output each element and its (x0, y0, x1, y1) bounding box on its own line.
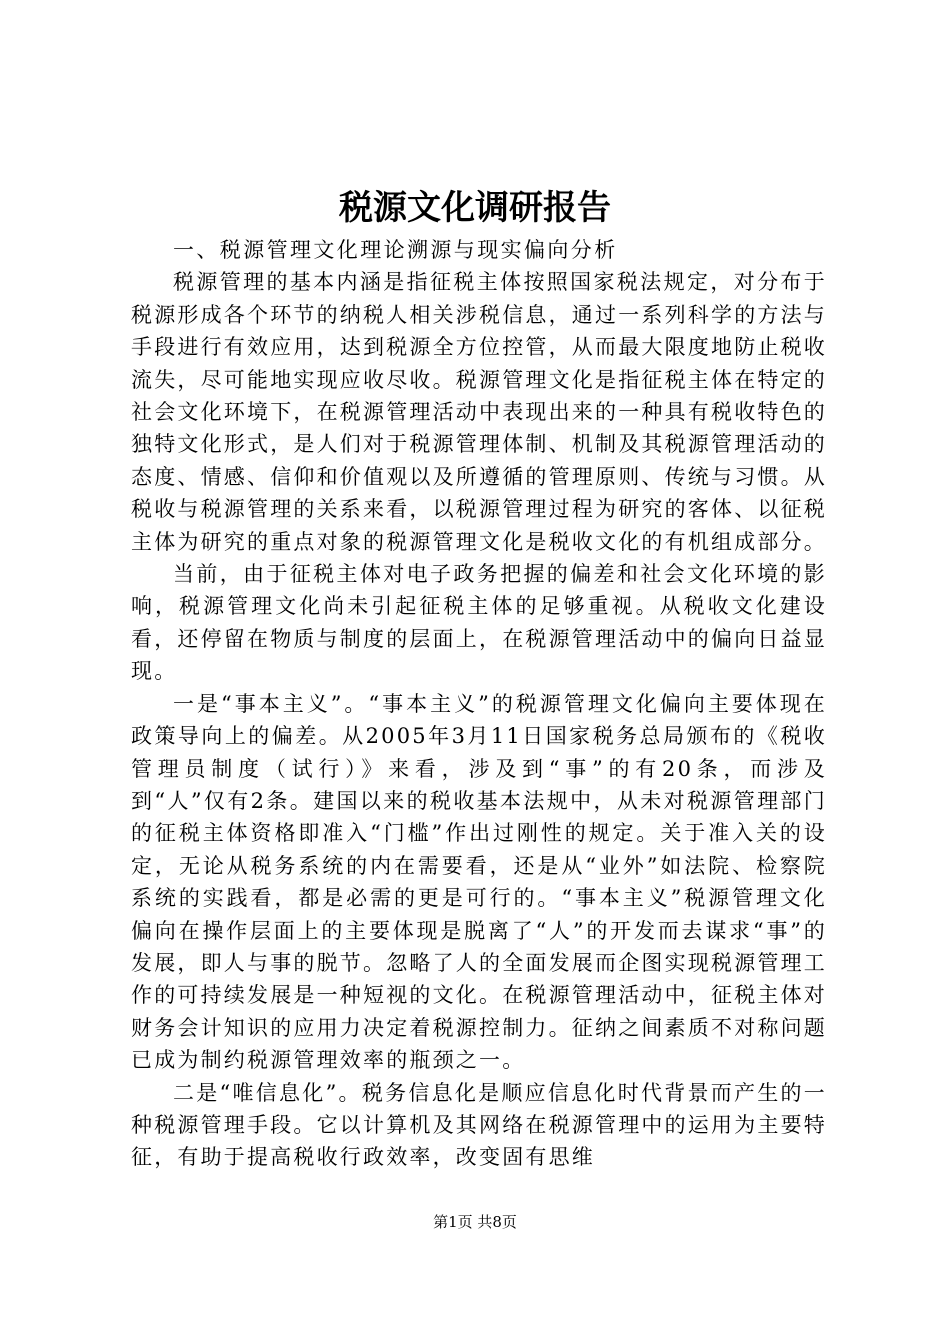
paragraph-informatization: 二是“唯信息化”。税务信息化是顺应信息化时代背景而产生的一种税源管理手段。它以计算机及其网络在税源管理中的运用为主要特征，有助于提高税收行政效率，改变固有思维 (131, 1080, 827, 1170)
document-title: 税源文化调研报告 (339, 188, 611, 228)
section-heading: 一、税源管理文化理论溯源与现实偏向分析 (173, 238, 618, 262)
paragraph-current-situation: 当前，由于征税主体对电子政务把握的偏差和社会文化环境的影响，税源管理文化尚未引起征税主体的足够重视。从税收文化建设看，还停留在物质与制度的层面上，在税源管理活动中的偏向日益显现。 (131, 562, 827, 684)
paragraph-definition: 税源管理的基本内涵是指征税主体按照国家税法规定，对分布于税源形成各个环节的纳税人相关涉税信息，通过一系列科学的方法与手段进行有效应用，达到税源全方位控管，从而最大限度地防止税收流失，尽可能地实现应收尽收。税源管理文化是指征税主体在特定的社会文化环境下，在税源管理活动中表现出来的一种具有税收特色的独特文化形式，是人们对于税源管理体制、机制及其税源管理活动的态度、情感、信仰和价值观以及所遵循的管理原则、传统与习惯。从税收与税源管理的关系来看，以税源管理过程为研究的客体、以征税主体为研究的重点对象的税源管理文化是税收文化的有机组成部分。 (131, 270, 827, 554)
paragraph-matter-orientation: 一是“事本主义”。“事本主义”的税源管理文化偏向主要体现在政策导向上的偏差。从2005年3月11日国家税务总局颁布的《税收管理员制度（试行）》来看，涉及到“事”的有20条，而涉及到“人”仅有2条。建国以来的税收基本法规中，从未对税源管理部门的征税主体资格即准入“门槛”作出过刚性的规定。关于准入关的设定，无论从税务系统的内在需要看，还是从“业外”如法院、检察院系统的实践看，都是必需的更是可行的。“事本主义”税源管理文化偏向在操作层面上的主要体现是脱离了“人”的开发而去谋求“事”的发展，即人与事的脱节。忽略了人的全面发展而企图实现税源管理工作的可持续发展是一种短视的文化。在税源管理活动中，征税主体对财务会计知识的应用力决定着税源控制力。征纳之间素质不对称问题已成为制约税源管理效率的瓶颈之一。 (131, 691, 827, 1073)
page-footer: 第1页 共8页 (433, 1213, 517, 1231)
document-body (131, 234, 827, 1174)
